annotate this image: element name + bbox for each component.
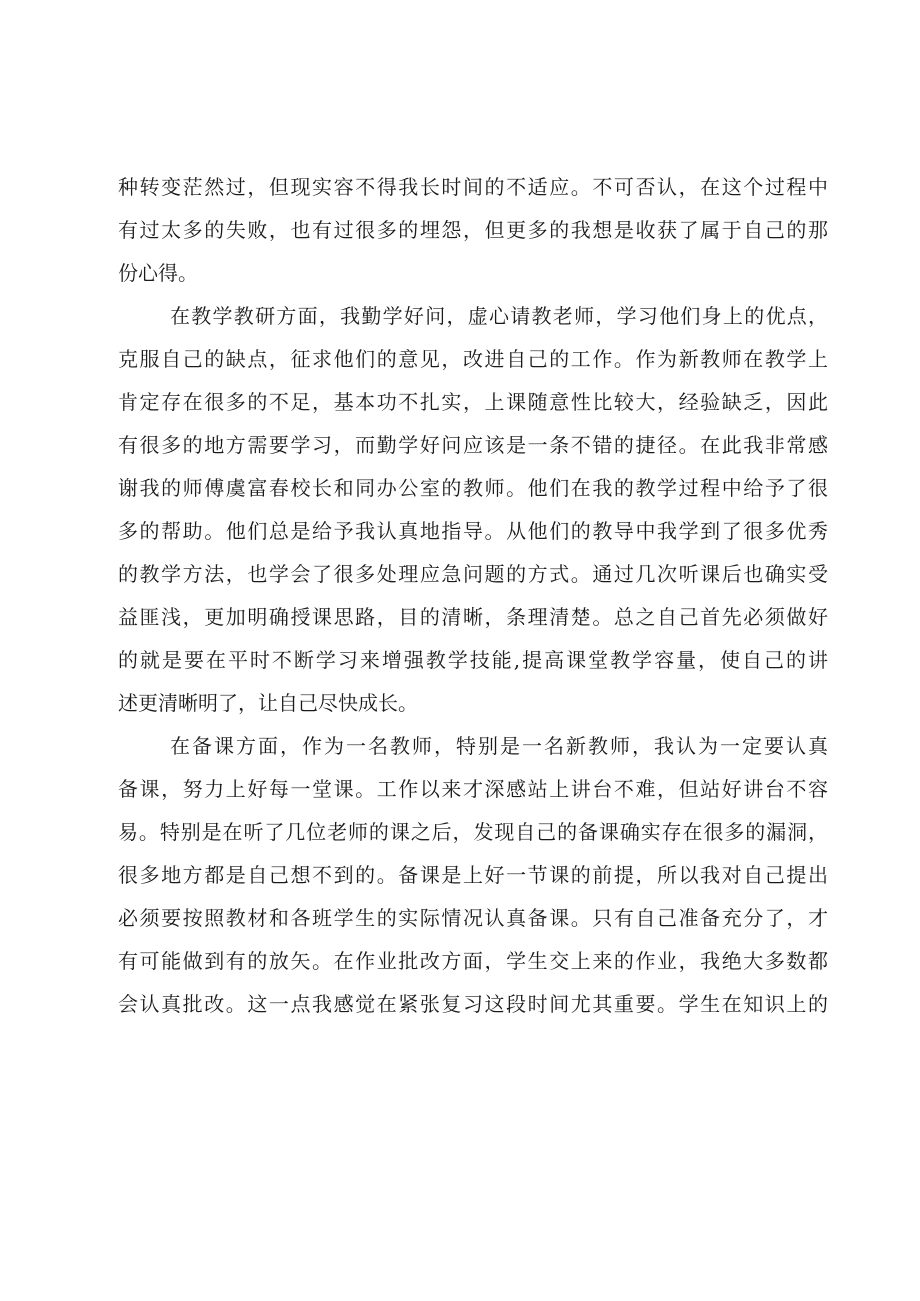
paragraph [118, 725, 828, 1026]
text-line: 份心得。 [118, 261, 198, 285]
text-line: 会认真批改。这一点我感觉在紧张复习这段时间尤其重要。学生在知识上的 [118, 992, 828, 1016]
text-line: 很多地方都是自己想不到的。备课是上好一节课的前提，所以我对自己提出 [118, 863, 828, 887]
paragraph [118, 295, 828, 725]
body-text [118, 166, 828, 1026]
text-line: 易。特别是在听了几位老师的课之后，发现自己的备课确实存在很多的漏洞， [118, 820, 828, 844]
text-line: 克服自己的缺点，征求他们的意见，改进自己的工作。作为新教师在教学上 [118, 347, 828, 371]
text-line: 有过太多的失败，也有过很多的埋怨，但更多的我想是收获了属于自己的那 [118, 218, 828, 242]
text-line: 种转变茫然过，但现实容不得我长时间的不适应。不可否认，在这个过程中 [118, 175, 828, 199]
text-line: 在教学教研方面，我勤学好问，虚心请教老师，学习他们身上的优点， [170, 304, 828, 328]
text-line: 述更清晰明了，让自己尽快成长。 [118, 691, 418, 715]
text-line: 的就是要在平时不断学习来增强教学技能,提高课堂教学容量，使自己的讲 [118, 648, 828, 672]
text-line: 必须要按照教材和各班学生的实际情况认真备课。只有自己准备充分了，才 [118, 906, 828, 930]
text-line: 谢我的师傅虞富春校长和同办公室的教师。他们在我的教学过程中给予了很 [118, 476, 828, 500]
text-line: 有很多的地方需要学习，而勤学好问应该是一条不错的捷径。在此我非常感 [118, 433, 828, 457]
text-line: 的教学方法，也学会了很多处理应急问题的方式。通过几次听课后也确实受 [118, 562, 828, 586]
text-line: 在备课方面，作为一名教师，特别是一名新教师，我认为一定要认真 [170, 734, 828, 758]
text-line: 有可能做到有的放矢。在作业批改方面，学生交上来的作业，我绝大多数都 [118, 949, 828, 973]
paragraph [118, 166, 828, 295]
text-line: 益匪浅，更加明确授课思路，目的清晰，条理清楚。总之自己首先必须做好 [118, 605, 828, 629]
text-line: 肯定存在很多的不足，基本功不扎实，上课随意性比较大，经验缺乏，因此 [118, 390, 828, 414]
text-line: 多的帮助。他们总是给予我认真地指导。从他们的教导中我学到了很多优秀 [118, 519, 828, 543]
text-line: 备课，努力上好每一堂课。工作以来才深感站上讲台不难，但站好讲台不容 [118, 777, 828, 801]
